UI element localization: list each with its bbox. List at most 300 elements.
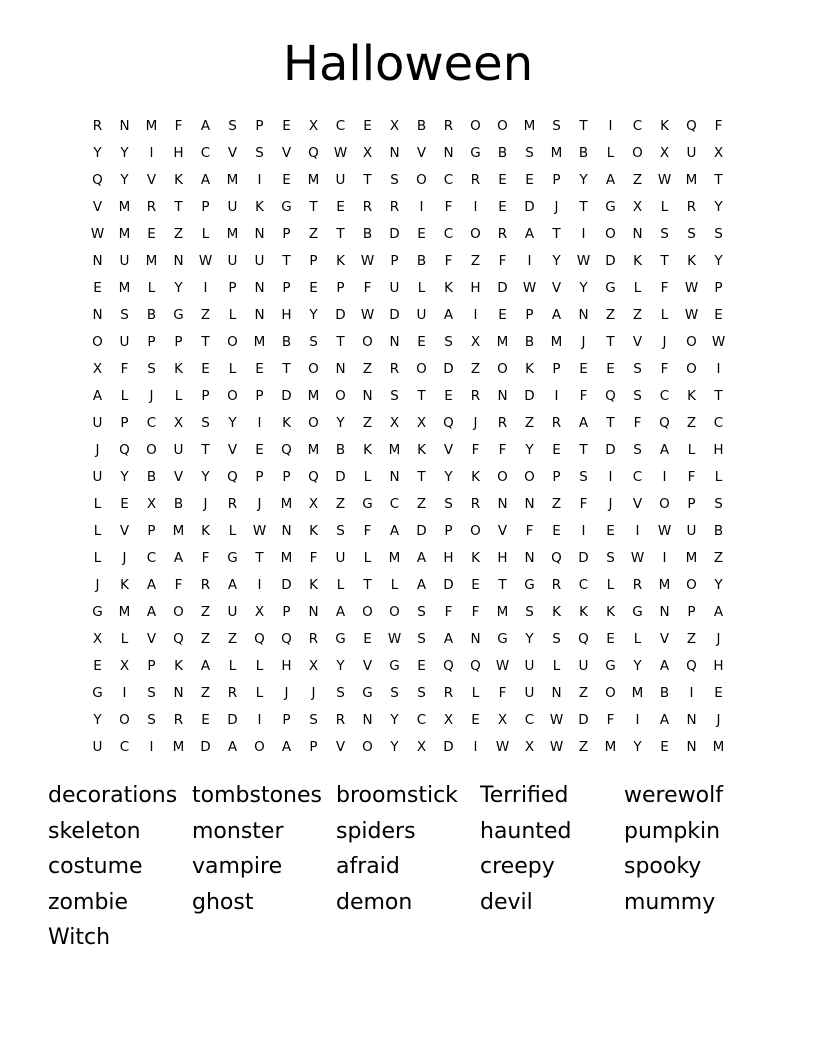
grid-letter[interactable]: C [416, 711, 427, 728]
grid-letter[interactable]: N [389, 468, 400, 485]
grid-letter[interactable]: A [200, 171, 211, 188]
grid-letter[interactable]: U [92, 468, 103, 485]
grid-letter[interactable]: S [390, 684, 399, 701]
grid-letter[interactable]: D [578, 711, 589, 728]
grid-letter[interactable]: N [173, 252, 184, 269]
grid-letter[interactable]: K [633, 252, 642, 269]
grid-letter[interactable]: Y [714, 198, 723, 215]
grid-letter[interactable]: O [308, 414, 319, 431]
grid-letter[interactable]: W [684, 306, 699, 323]
grid-letter[interactable]: H [281, 306, 292, 323]
grid-letter[interactable]: H [470, 279, 481, 296]
grid-letter[interactable]: B [146, 306, 157, 323]
grid-letter[interactable]: M [388, 441, 401, 458]
grid-letter[interactable]: E [363, 630, 372, 647]
grid-letter[interactable]: Y [120, 144, 129, 161]
grid-letter[interactable]: O [605, 225, 616, 242]
grid-letter[interactable]: U [227, 198, 238, 215]
grid-letter[interactable]: T [201, 333, 210, 350]
grid-letter[interactable]: V [659, 630, 670, 647]
grid-letter[interactable]: U [227, 603, 238, 620]
grid-letter[interactable]: Z [524, 414, 535, 431]
grid-letter[interactable]: U [119, 333, 130, 350]
grid-letter[interactable]: I [257, 414, 262, 431]
grid-letter[interactable]: D [443, 738, 454, 755]
grid-letter[interactable]: Z [470, 360, 481, 377]
grid-letter[interactable]: N [389, 144, 400, 161]
grid-letter[interactable]: B [362, 225, 373, 242]
grid-letter[interactable]: J [122, 549, 127, 566]
grid-letter[interactable]: F [174, 117, 183, 134]
grid-letter[interactable]: E [552, 441, 561, 458]
grid-letter[interactable]: D [443, 360, 454, 377]
grid-letter[interactable]: M [118, 603, 131, 620]
grid-letter[interactable]: A [659, 441, 670, 458]
grid-letter[interactable]: E [363, 117, 372, 134]
grid-letter[interactable]: M [712, 738, 725, 755]
grid-letter[interactable]: Y [93, 711, 102, 728]
grid-letter[interactable]: U [524, 657, 535, 674]
grid-letter[interactable]: L [228, 522, 237, 539]
grid-letter[interactable]: K [525, 360, 534, 377]
grid-letter[interactable]: K [417, 441, 426, 458]
grid-letter[interactable]: W [684, 279, 699, 296]
grid-letter[interactable]: Y [336, 657, 345, 674]
grid-letter[interactable]: R [227, 684, 238, 701]
grid-letter[interactable]: N [92, 306, 103, 323]
grid-letter[interactable]: Q [443, 657, 454, 674]
grid-letter[interactable]: I [257, 711, 262, 728]
grid-letter[interactable]: I [257, 576, 262, 593]
grid-letter[interactable]: E [120, 495, 129, 512]
grid-letter[interactable]: R [497, 225, 508, 242]
grid-letter[interactable]: S [417, 630, 426, 647]
grid-letter[interactable]: X [308, 495, 319, 512]
grid-letter[interactable]: B [497, 144, 508, 161]
grid-letter[interactable]: B [659, 684, 670, 701]
grid-letter[interactable]: V [632, 333, 643, 350]
grid-letter[interactable]: A [443, 630, 454, 647]
grid-letter[interactable]: F [444, 603, 453, 620]
grid-letter[interactable]: R [551, 414, 562, 431]
grid-letter[interactable]: L [120, 630, 129, 647]
grid-letter[interactable]: Q [119, 441, 130, 458]
grid-letter[interactable]: V [173, 468, 184, 485]
grid-letter[interactable]: L [228, 306, 237, 323]
grid-letter[interactable]: F [660, 279, 669, 296]
grid-letter[interactable]: A [335, 603, 346, 620]
grid-letter[interactable]: Z [173, 225, 184, 242]
grid-letter[interactable]: X [524, 738, 535, 755]
grid-letter[interactable]: F [579, 495, 588, 512]
grid-letter[interactable]: A [659, 711, 670, 728]
grid-letter[interactable]: B [416, 117, 427, 134]
grid-letter[interactable]: R [92, 117, 103, 134]
grid-letter[interactable]: P [390, 252, 399, 269]
grid-letter[interactable]: Q [686, 117, 697, 134]
grid-letter[interactable]: S [417, 684, 426, 701]
grid-letter[interactable]: E [606, 522, 615, 539]
grid-letter[interactable]: Y [309, 306, 318, 323]
grid-letter[interactable]: K [201, 522, 210, 539]
grid-letter[interactable]: O [524, 468, 535, 485]
grid-letter[interactable]: R [497, 414, 508, 431]
grid-letter[interactable]: L [147, 279, 156, 296]
grid-letter[interactable]: X [497, 711, 508, 728]
grid-letter[interactable]: C [578, 576, 589, 593]
grid-letter[interactable]: A [578, 414, 589, 431]
grid-letter[interactable]: R [632, 576, 643, 593]
grid-letter[interactable]: D [524, 198, 535, 215]
grid-letter[interactable]: K [174, 171, 183, 188]
grid-letter[interactable]: Y [525, 630, 534, 647]
grid-letter[interactable]: W [360, 306, 375, 323]
grid-letter[interactable]: F [498, 684, 507, 701]
grid-letter[interactable]: R [686, 198, 697, 215]
grid-letter[interactable]: P [201, 387, 210, 404]
grid-letter[interactable]: O [416, 171, 427, 188]
grid-letter[interactable]: N [173, 684, 184, 701]
grid-letter[interactable]: S [390, 387, 399, 404]
grid-letter[interactable]: R [362, 198, 373, 215]
grid-letter[interactable]: G [605, 198, 616, 215]
grid-letter[interactable]: D [335, 306, 346, 323]
grid-letter[interactable]: D [578, 549, 589, 566]
grid-letter[interactable]: B [281, 333, 292, 350]
grid-letter[interactable]: Y [228, 414, 237, 431]
grid-letter[interactable]: M [550, 333, 563, 350]
grid-letter[interactable]: Z [605, 306, 616, 323]
grid-letter[interactable]: Y [120, 171, 129, 188]
grid-letter[interactable]: T [417, 468, 426, 485]
grid-letter[interactable]: U [335, 171, 346, 188]
grid-letter[interactable]: Z [551, 495, 562, 512]
grid-letter[interactable]: S [444, 495, 453, 512]
grid-letter[interactable]: P [309, 252, 318, 269]
grid-letter[interactable]: N [254, 306, 265, 323]
grid-letter[interactable]: L [633, 630, 642, 647]
grid-letter[interactable]: N [524, 549, 535, 566]
grid-letter[interactable]: S [120, 306, 129, 323]
grid-letter[interactable]: X [389, 414, 400, 431]
grid-letter[interactable]: R [335, 711, 346, 728]
grid-letter[interactable]: W [657, 522, 672, 539]
grid-letter[interactable]: T [336, 225, 345, 242]
grid-letter[interactable]: K [255, 198, 264, 215]
grid-letter[interactable]: W [657, 171, 672, 188]
grid-letter[interactable]: J [716, 711, 721, 728]
grid-letter[interactable]: K [444, 279, 453, 296]
grid-letter[interactable]: E [660, 738, 669, 755]
grid-letter[interactable]: S [714, 495, 723, 512]
grid-letter[interactable]: P [255, 468, 264, 485]
grid-letter[interactable]: P [282, 468, 291, 485]
grid-letter[interactable]: L [120, 387, 129, 404]
grid-letter[interactable]: A [173, 549, 184, 566]
grid-letter[interactable]: M [685, 171, 698, 188]
grid-letter[interactable]: O [146, 441, 157, 458]
grid-letter[interactable]: X [416, 414, 427, 431]
grid-letter[interactable]: P [687, 603, 696, 620]
grid-letter[interactable]: R [470, 387, 481, 404]
grid-letter[interactable]: Y [714, 576, 723, 593]
grid-letter[interactable]: U [227, 252, 238, 269]
grid-letter[interactable]: N [659, 603, 670, 620]
grid-letter[interactable]: U [686, 522, 697, 539]
grid-letter[interactable]: Z [335, 495, 346, 512]
grid-letter[interactable]: P [228, 279, 237, 296]
grid-letter[interactable]: G [173, 306, 184, 323]
grid-letter[interactable]: V [281, 144, 292, 161]
grid-letter[interactable]: N [281, 522, 292, 539]
grid-letter[interactable]: N [632, 225, 643, 242]
grid-letter[interactable]: O [416, 360, 427, 377]
grid-letter[interactable]: H [443, 549, 454, 566]
grid-letter[interactable]: E [201, 360, 210, 377]
grid-letter[interactable]: X [362, 144, 373, 161]
grid-letter[interactable]: A [524, 225, 535, 242]
grid-letter[interactable]: N [119, 117, 130, 134]
grid-letter[interactable]: P [687, 495, 696, 512]
grid-letter[interactable]: T [714, 171, 723, 188]
grid-letter[interactable]: V [146, 630, 157, 647]
grid-letter[interactable]: T [579, 117, 588, 134]
grid-letter[interactable]: N [254, 225, 265, 242]
grid-letter[interactable]: W [495, 738, 510, 755]
grid-letter[interactable]: Q [443, 414, 454, 431]
grid-letter[interactable]: E [444, 387, 453, 404]
grid-letter[interactable]: C [443, 171, 454, 188]
grid-letter[interactable]: C [200, 144, 211, 161]
grid-letter[interactable]: W [387, 630, 402, 647]
grid-letter[interactable]: J [662, 333, 667, 350]
grid-letter[interactable]: R [470, 171, 481, 188]
grid-letter[interactable]: R [173, 711, 184, 728]
grid-letter[interactable]: N [578, 306, 589, 323]
grid-letter[interactable]: M [550, 144, 563, 161]
grid-letter[interactable]: P [282, 279, 291, 296]
grid-letter[interactable]: M [118, 225, 131, 242]
grid-letter[interactable]: N [254, 279, 265, 296]
grid-letter[interactable]: O [605, 684, 616, 701]
grid-letter[interactable]: M [226, 225, 239, 242]
grid-letter[interactable]: D [200, 738, 211, 755]
grid-letter[interactable]: O [470, 522, 481, 539]
grid-letter[interactable]: C [119, 738, 130, 755]
grid-letter[interactable]: X [713, 144, 724, 161]
grid-letter[interactable]: E [282, 117, 291, 134]
grid-letter[interactable]: Z [713, 549, 724, 566]
grid-letter[interactable]: S [309, 711, 318, 728]
grid-letter[interactable]: G [281, 198, 292, 215]
grid-letter[interactable]: Y [444, 468, 453, 485]
grid-letter[interactable]: I [473, 306, 478, 323]
grid-letter[interactable]: G [92, 684, 103, 701]
grid-letter[interactable]: D [443, 576, 454, 593]
grid-letter[interactable]: P [552, 360, 561, 377]
grid-letter[interactable]: Z [416, 495, 427, 512]
grid-letter[interactable]: O [362, 603, 373, 620]
grid-letter[interactable]: W [90, 225, 105, 242]
grid-letter[interactable]: T [660, 252, 669, 269]
grid-letter[interactable]: C [335, 117, 346, 134]
grid-letter[interactable]: Q [281, 441, 292, 458]
grid-letter[interactable]: E [714, 684, 723, 701]
grid-letter[interactable]: U [92, 738, 103, 755]
grid-letter[interactable]: F [120, 360, 129, 377]
grid-letter[interactable]: I [257, 171, 262, 188]
grid-letter[interactable]: S [525, 144, 534, 161]
grid-letter[interactable]: Z [686, 414, 697, 431]
grid-letter[interactable]: X [470, 333, 481, 350]
grid-letter[interactable]: K [363, 441, 372, 458]
grid-letter[interactable]: E [282, 171, 291, 188]
grid-letter[interactable]: L [174, 387, 183, 404]
grid-letter[interactable]: D [605, 441, 616, 458]
grid-letter[interactable]: W [576, 252, 591, 269]
grid-letter[interactable]: E [417, 225, 426, 242]
grid-letter[interactable]: L [255, 657, 264, 674]
grid-letter[interactable]: U [254, 252, 265, 269]
grid-letter[interactable]: O [497, 117, 508, 134]
grid-letter[interactable]: M [280, 495, 293, 512]
grid-letter[interactable]: L [633, 279, 642, 296]
grid-letter[interactable]: T [579, 441, 588, 458]
grid-letter[interactable]: Z [578, 738, 589, 755]
grid-letter[interactable]: M [307, 387, 320, 404]
grid-letter[interactable]: U [119, 252, 130, 269]
grid-letter[interactable]: T [336, 333, 345, 350]
grid-letter[interactable]: F [174, 576, 183, 593]
grid-letter[interactable]: G [389, 657, 400, 674]
grid-letter[interactable]: Y [201, 468, 210, 485]
grid-letter[interactable]: K [120, 576, 129, 593]
grid-letter[interactable]: M [118, 198, 131, 215]
grid-letter[interactable]: G [632, 603, 643, 620]
grid-letter[interactable]: I [635, 522, 640, 539]
grid-letter[interactable]: F [633, 414, 642, 431]
grid-letter[interactable]: O [686, 360, 697, 377]
grid-letter[interactable]: K [174, 360, 183, 377]
grid-letter[interactable]: E [417, 333, 426, 350]
grid-letter[interactable]: O [362, 738, 373, 755]
grid-letter[interactable]: A [443, 306, 454, 323]
grid-letter[interactable]: R [551, 576, 562, 593]
grid-letter[interactable]: V [632, 495, 643, 512]
grid-letter[interactable]: O [686, 333, 697, 350]
grid-letter[interactable]: L [255, 684, 264, 701]
grid-letter[interactable]: T [363, 576, 372, 593]
grid-letter[interactable]: L [390, 576, 399, 593]
grid-letter[interactable]: P [282, 225, 291, 242]
grid-letter[interactable]: O [389, 603, 400, 620]
grid-letter[interactable]: V [146, 171, 157, 188]
grid-letter[interactable]: S [336, 522, 345, 539]
grid-letter[interactable]: L [687, 441, 696, 458]
grid-letter[interactable]: L [660, 198, 669, 215]
grid-letter[interactable]: F [579, 387, 588, 404]
grid-letter[interactable]: I [419, 198, 424, 215]
grid-letter[interactable]: W [549, 738, 564, 755]
grid-letter[interactable]: S [444, 333, 453, 350]
grid-letter[interactable]: G [524, 576, 535, 593]
grid-letter[interactable]: P [552, 468, 561, 485]
grid-letter[interactable]: B [713, 522, 724, 539]
grid-letter[interactable]: O [254, 738, 265, 755]
grid-letter[interactable]: D [389, 306, 400, 323]
grid-letter[interactable]: S [309, 333, 318, 350]
grid-letter[interactable]: X [92, 630, 103, 647]
grid-letter[interactable]: Q [605, 387, 616, 404]
grid-letter[interactable]: A [227, 738, 238, 755]
grid-letter[interactable]: W [711, 333, 726, 350]
grid-letter[interactable]: S [147, 684, 156, 701]
grid-letter[interactable]: T [498, 576, 507, 593]
grid-letter[interactable]: N [551, 684, 562, 701]
grid-letter[interactable]: Y [633, 738, 642, 755]
grid-letter[interactable]: P [444, 522, 453, 539]
grid-letter[interactable]: F [660, 360, 669, 377]
grid-letter[interactable]: S [201, 414, 210, 431]
grid-letter[interactable]: Y [579, 279, 588, 296]
grid-letter[interactable]: U [686, 144, 697, 161]
grid-letter[interactable]: D [389, 225, 400, 242]
grid-letter[interactable]: L [201, 225, 210, 242]
grid-letter[interactable]: C [443, 225, 454, 242]
grid-letter[interactable]: D [281, 576, 292, 593]
grid-letter[interactable]: Q [227, 468, 238, 485]
grid-letter[interactable]: G [362, 495, 373, 512]
grid-letter[interactable]: W [252, 522, 267, 539]
grid-letter[interactable]: S [579, 468, 588, 485]
grid-letter[interactable]: D [497, 279, 508, 296]
grid-letter[interactable]: U [92, 414, 103, 431]
grid-letter[interactable]: A [200, 117, 211, 134]
grid-letter[interactable]: F [363, 279, 372, 296]
grid-letter[interactable]: V [362, 657, 373, 674]
grid-letter[interactable]: R [227, 495, 238, 512]
grid-letter[interactable]: O [470, 117, 481, 134]
grid-letter[interactable]: Y [93, 144, 102, 161]
grid-letter[interactable]: O [335, 387, 346, 404]
grid-letter[interactable]: E [255, 441, 264, 458]
grid-letter[interactable]: R [200, 576, 211, 593]
grid-letter[interactable]: Q [281, 630, 292, 647]
grid-letter[interactable]: T [309, 198, 318, 215]
grid-letter[interactable]: M [631, 684, 644, 701]
grid-letter[interactable]: N [497, 387, 508, 404]
grid-letter[interactable]: F [498, 252, 507, 269]
grid-letter[interactable]: E [498, 306, 507, 323]
grid-letter[interactable]: P [174, 333, 183, 350]
grid-letter[interactable]: O [470, 225, 481, 242]
grid-letter[interactable]: O [173, 603, 184, 620]
grid-letter[interactable]: I [554, 387, 559, 404]
grid-letter[interactable]: F [525, 522, 534, 539]
grid-letter[interactable]: O [227, 333, 238, 350]
grid-letter[interactable]: M [172, 738, 185, 755]
grid-letter[interactable]: N [686, 711, 697, 728]
grid-letter[interactable]: M [307, 441, 320, 458]
grid-letter[interactable]: T [417, 387, 426, 404]
grid-letter[interactable]: P [255, 387, 264, 404]
grid-letter[interactable]: G [497, 630, 508, 647]
grid-letter[interactable]: J [284, 684, 289, 701]
grid-letter[interactable]: L [363, 549, 372, 566]
grid-letter[interactable]: V [416, 144, 427, 161]
grid-letter[interactable]: V [92, 198, 103, 215]
grid-letter[interactable]: Q [470, 657, 481, 674]
